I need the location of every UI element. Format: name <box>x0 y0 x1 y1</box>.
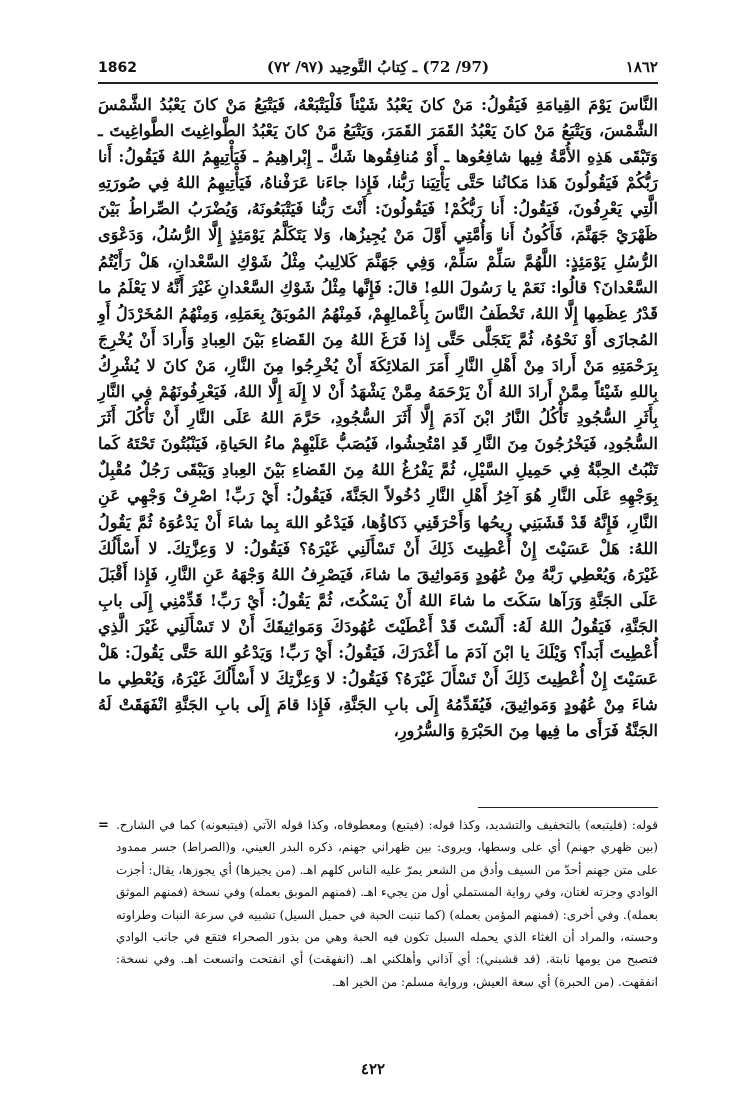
footnote-continuation-marker: = <box>98 818 109 833</box>
page-number-latin: 1862 <box>98 60 137 76</box>
footnote-divider <box>478 807 658 808</box>
chapter-title: (97/ 72) ـ كِتابُ التَّوحِيد (٩٧/ ٧٢) <box>266 58 490 76</box>
folio-number: ٤٢٢ <box>360 1060 386 1078</box>
hadith-text: النَّاسَ يَوْمَ القِيامَةِ فَيَقُولُ: مَنْ كانَ يَعْبُدُ شَيْئاً فَلْيَتْبَعْهُ، فَيَتْبَعُ مَنْ كانَ يَعْبُدُ الشَّمْسَ الشَّمْسَ، وَيَتْبَعُ مَنْ كانَ يَعْبُدُ القَمَرَ القَمَرَ، وَيَتْبَعُ مَنْ كانَ يَعْبُدُ الطَّواغِيتَ الطَّواغِيتَ ـ وَتَبْقَى هَذِهِ الأُمَّةُ فِيها شافِعُوها ـ أَوْ مُنافِقُوها شَكَّ ـ إِبْراهِيمُ ـ فَيَأْتِيهِمُ اللهُ فَيَقُولُ: أَنا رَبُّكُمْ فَيَقُولُونَ هَذا مَكانُنا حَتَّى يَأْتِيَنا رَبُّنا، فَإِذا جاءَنا عَرَفْناهُ، فَيَأْتِيهِمُ اللهُ فِي صُورَتِهِ الَّتِي يَعْرِفُونَ، فَيَقُولُ: أَنا رَبُّكُمْ! فَيَقُولُونَ: أَنْتَ رَبُّنا فَيَتْبَعُونَهُ، وَيُضْرَبُ الصِّراطُ بَيْنَ ظَهْرَيْ جَهَنَّمَ، فَأَكُونُ أَنا وَأُمَّتِي أَوَّلَ مَنْ يُجِيزُها، وَلا يَتَكَلَّمُ يَوْمَئِذٍ إِلَّا الرُّسُلُ، وَدَعْوَى الرُّسُلِ يَوْمَئِذٍ: اللَّهُمَّ سَلِّمْ سَلِّمْ، وَفِي جَهَنَّمَ كَلالِيبُ مِثْلُ شَوْكِ السَّعْدانِ، هَلْ رَأَيْتُمُ السَّعْدانَ؟ قالُوا: نَعَمْ يا رَسُولَ اللهِ! قالَ: فَإِنَّها مِثْلُ شَوْكِ السَّعْدانِ غَيْرَ أَنَّهُ لا يَعْلَمُ ما قَدْرُ عِظَمِها إِلَّا اللهُ، تَخْطَفُ النَّاسَ بِأَعْمالِهِمْ، فَمِنْهُمُ المُوبَقُ بِعَمَلِهِ، وَمِنْهُمُ المُخَرْدَلُ أَوِ المُجازَى أَوْ نَحْوُهُ، ثُمَّ يَتَجَلَّى حَتَّى إِذا فَرَغَ اللهُ مِنَ القَضاءِ بَيْنَ العِبادِ وَأَرادَ أَنْ يُخْرِجَ بِرَحْمَتِهِ مَنْ أَرادَ مِنْ أَهْلِ النَّارِ أَمَرَ المَلائِكَةَ أَنْ يُخْرِجُوا مِنَ النَّارِ، مَنْ كانَ لا يُشْرِكُ بِاللهِ شَيْئاً مِمَّنْ أَرادَ اللهُ أَنْ يَرْحَمَهُ مِمَّنْ يَشْهَدُ أَنْ لا إِلَهَ إِلَّا اللهُ، فَيَعْرِفُونَهُمْ فِي النَّارِ بِأَثَرِ السُّجُودِ تَأْكُلُ النَّارُ ابْنَ آدَمَ إِلَّا أَثَرَ السُّجُودِ، حَرَّمَ اللهُ عَلَى النَّارِ أَنْ تَأْكُلَ أَثَرَ السُّجُودِ، فَيَخْرُجُونَ مِنَ النَّارِ قَدِ امْتُحِشُوا، فَيُصَبُّ عَلَيْهِمْ ماءُ الحَياةِ، فَيَنْبُتُونَ تَحْتَهُ كَما تَنْبُتُ الحِبَّةُ فِي حَمِيلِ السَّيْلِ، ثُمَّ يَفْرُغُ اللهُ مِنَ القَضاءِ بَيْنَ العِبادِ وَيَبْقَى رَجُلٌ مُقْبِلٌ بِوَجْهِهِ عَلَى النَّارِ هُوَ آخِرُ أَهْلِ النَّارِ دُخُولاً الجَنَّةَ، فَيَقُولُ: أَيْ رَبِّ! اصْرِفْ وَجْهِي عَنِ النَّارِ، فَإِنَّهُ قَدْ قَشَبَنِي رِيحُها وَأَحْرَقَنِي ذَكاؤُها، فَيَدْعُو اللهَ بِما شاءَ أَنْ يَدْعُوَهُ ثُمَّ يَقُولُ اللهُ: هَلْ عَسَيْتَ إِنْ أُعْطِيتَ ذَلِكَ أَنْ تَسْأَلَنِي غَيْرَهُ؟ فَيَقُولُ: لا وَعِزَّتِكَ. لا أَسْأَلُكَ غَيْرَهُ، وَيُعْطِي رَبَّهُ مِنْ عُهُودٍ وَمَواثِيقَ ما شاءَ، فَيَصْرِفُ اللهُ وَجْهَهُ عَنِ النَّارِ، فَإِذا أَقْبَلَ عَلَى الجَنَّةِ وَرَآها سَكَتَ ما شاءَ اللهُ أَنْ يَسْكُتَ، ثُمَّ يَقُولُ: أَيْ رَبِّ! قَدِّمْنِي إِلَى بابِ الجَنَّةِ، فَيَقُولُ اللهُ لَهُ: أَلَسْتَ قَدْ أَعْطَيْتَ عُهُودَكَ وَمَواثِيقَكَ أَنْ لا تَسْأَلَنِي غَيْرَ الَّذِي أُعْطِيتَ أَبَداً؟ وَيْلَكَ يا ابْنَ آدَمَ ما أَغْدَرَكَ، فَيَقُولُ: أَيْ رَبِّ! وَيَدْعُو اللهَ حَتَّى يَقُولَ: هَلْ عَسَيْتَ إِنْ أُعْطِيتَ ذَلِكَ أَنْ تَسْأَلَ غَيْرَهُ؟ فَيَقُولُ: لا وَعِزَّتِكَ لا أَسْأَلُكَ غَيْرَهُ، وَيُعْطِي ما شاءَ مِنْ عُهُودٍ وَمَواثِيقَ، فَيُقَدِّمُهُ إِلَى بابِ الجَنَّةِ، فَإِذا قامَ إِلَى بابِ الجَنَّةِ انْفَهَقَتْ لَهُ الجَنَّةُ فَرَأَى ما فِيها مِنَ الحَبْرَةِ وَالسُّرُورِ، <box>98 95 658 741</box>
page-number-arabic: ١٨٦٢ <box>625 58 658 76</box>
footnotes: قوله: (فليتبعه) بالتخفيف والتشديد، وكذا قوله: (فيتبع) ومعطوفاه، وكذا قوله الآتي (فيتبعونه) كما في الشارح. (بين ظهري جهنم) أي على وسطها، ويروى: بين ظهراني جهنم، ذكره البدر العيني، و(الصراط) جسر ممدود على متن جهنم أحدّ من السيف وأدق من الشعر يمرّ عليه الناس كلهم اهـ. (من يجيزها) أي يجوزها، يقال: أجزت الوادي وجزته لغتان، وفي رواية المستملي أول من يجيء اهـ. (فمنهم الموبق بعمله) وفي نسخة (فمنهم الموثق بعمله). وفي أخرى: (فمنهم المؤمن بعمله) (كما تنبت الحبة في حميل السيل) تشبيه في سرعة النبات وطراوته وحسنه، والمراد أن الغثاء الذي يحمله السيل تكون فيه الحبة وهي من بذور الصحراء فتقع في جانب الوادي فتصبح من يومها نابتة. (قد قشبني): أي آذاني وأهلكني اهـ. (انفهقت) أي انفتحت واتسعت اهـ. وفي نسخة: انفقهت. (من الحبرة) أي سعة العيش، ورواية مسلم: من الخير اهـ. <box>116 818 659 989</box>
running-header <box>98 56 658 84</box>
